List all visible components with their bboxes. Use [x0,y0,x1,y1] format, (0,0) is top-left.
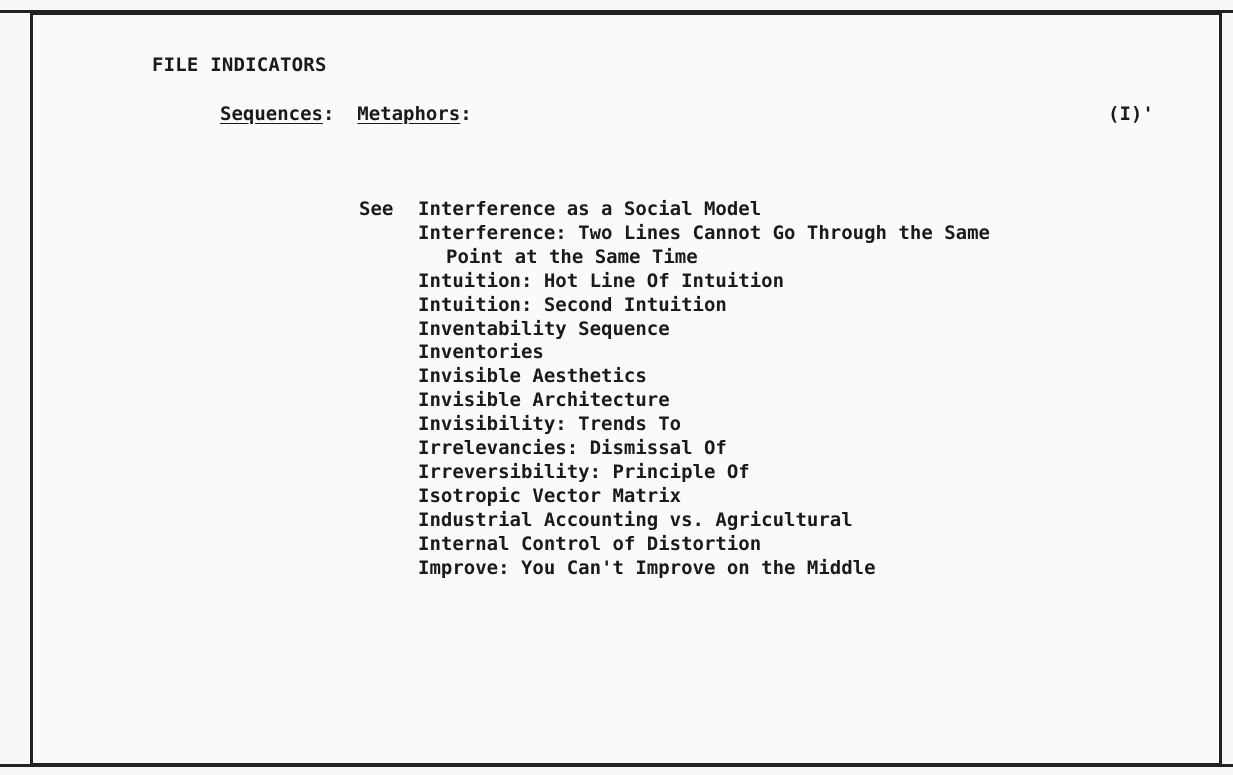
sequences-label: Sequences [220,103,323,125]
list-item: Irreversibility: Principle Of [418,460,750,483]
list-item: Improve: You Can't Improve on the Middle [418,556,876,579]
subheading [220,103,472,125]
entry-list [418,198,990,581]
list-item-continuation: Point at the Same Time [446,245,698,268]
list-item: Industrial Accounting vs. Agricultural [418,508,853,531]
list-item: Intuition: Second Intuition [418,293,727,316]
sequences-colon: : [322,103,335,125]
list-item: Invisible Architecture [418,389,670,412]
list-item: Invisibility: Trends To [418,413,682,436]
list-item: Interference as a Social Model [418,198,762,220]
see-label: See [359,198,394,220]
list-item: Inventories [418,341,544,364]
list-item: Irrelevancies: Dismissal Of [418,437,727,460]
list-item: Isotropic Vector Matrix [418,484,682,507]
metaphors-colon: : [460,103,472,125]
list-item: Inventability Sequence [418,317,670,340]
page-title: FILE INDICATORS [152,54,327,76]
list-item: Internal Control of Distortion [418,532,762,555]
list-item: Interference: Two Lines Cannot Go Through the Same [418,221,990,244]
metaphors-label: Metaphors [357,103,461,125]
section-marker: (I)' [1108,103,1154,125]
list-item: Intuition: Hot Line Of Intuition [418,269,785,292]
list-item: Invisible Aesthetics [418,365,647,388]
